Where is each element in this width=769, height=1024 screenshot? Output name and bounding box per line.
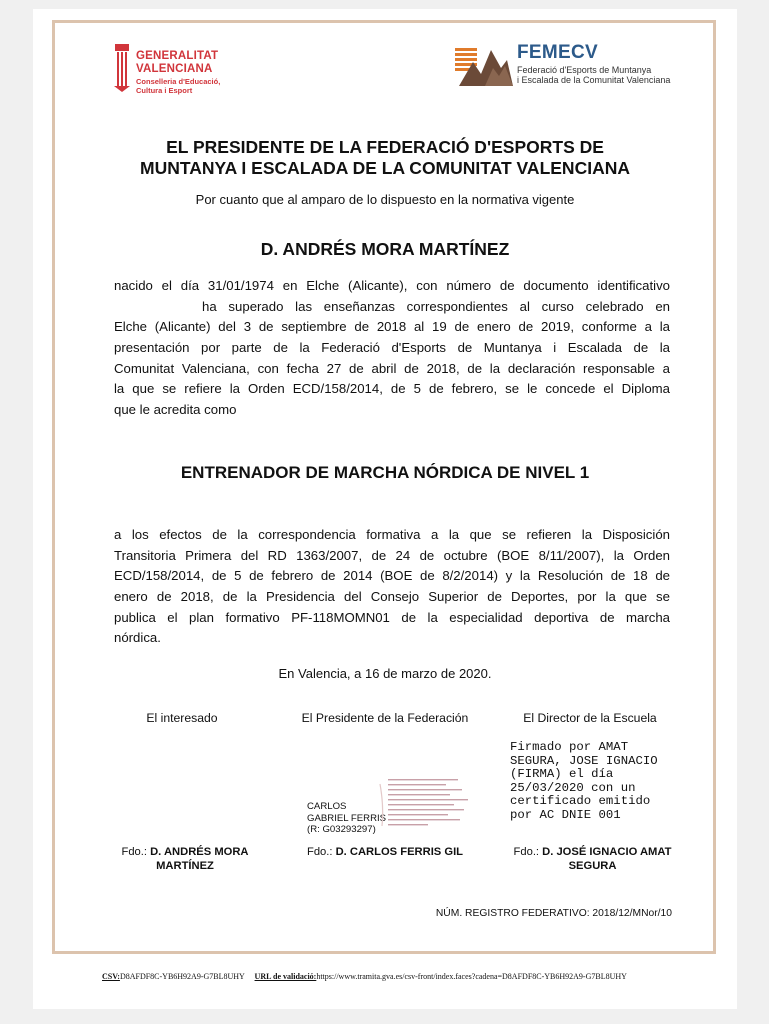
femecv-name: FEMECV — [517, 42, 598, 63]
femecv-logo — [455, 42, 695, 90]
generalitat-department: Conselleria d'Educació, Cultura i Esport — [136, 77, 221, 95]
paragraph-line: nórdica. — [114, 630, 161, 646]
fdo-interested: Fdo.: D. ANDRÉS MORA MARTÍNEZ — [121, 846, 249, 872]
generalitat-name: GENERALITAT VALENCIANA — [136, 50, 219, 75]
signer-label-interested: El interesado — [146, 711, 218, 725]
paragraph-line: ECD/158/2014, de 5 de febrero de 2014 (BOE de 8/2/2014) y la Resolución de 18 de — [114, 568, 670, 584]
signer-label-director: El Director de la Escuela — [523, 711, 657, 725]
paragraph-line: publica el plan formativo PF-118MOMN01 de la especialidad deportiva de marcha — [114, 609, 670, 625]
validation-footer — [102, 972, 627, 981]
paragraph-line: enero de 2018, de la Presidencia del Consejo Superior de Deportes, por la que se — [114, 589, 670, 605]
validation-url-link[interactable]: https://www.tramita.gva.es/csv-front/index.faces?cadena=D8AFDF8C-YB6H92A9-G7BL8UHY — [316, 972, 627, 981]
paragraph-line: Transitoria Primera del RD 1363/2007, de 24 de octubre (BOE 8/11/2007), la Orden — [114, 547, 670, 563]
president-signature-name: CARLOS GABRIEL FERRIS (R: G03293297) — [307, 801, 387, 835]
csv-label: CSV: — [102, 972, 120, 981]
intro-text: Por cuanto que al amparo de lo dispuesto en la normativa vigente — [195, 192, 575, 207]
paragraph-line: Elche (Alicante) del 3 de septiembre de 2018 al 19 de enero de 2019, conforme a la — [114, 319, 670, 335]
signer-label-president: El Presidente de la Federación — [301, 711, 469, 725]
paragraph-line: la que se refiere la Orden ECD/158/2014, de 5 de febrero, se le concede el Diploma — [114, 381, 670, 397]
url-label: URL de validació: — [254, 972, 317, 981]
page-title: EL PRESIDENTE DE LA FEDERACIÓ D'ESPORTS DE MUNTANYA I ESCALADA DE LA COMUNITAT VALENCIANA — [140, 137, 630, 178]
fdo-director: Fdo.: D. JOSÉ IGNACIO AMAT SEGURA — [513, 846, 672, 872]
paragraph-line: presentación por parte de la Federació d'Esports de Muntanya i Escalada de la — [114, 340, 670, 356]
femecv-subtitle: Federació d'Esports de Muntanya i Escalada de la Comunitat Valenciana — [517, 65, 671, 85]
csv-value: D8AFDF8C-YB6H92A9-G7BL8UHY — [119, 972, 245, 981]
generalitat-logo — [110, 42, 240, 102]
generalitat-emblem-icon — [113, 44, 131, 92]
diploma-title: ENTRENADOR DE MARCHA NÓRDICA DE NIVEL 1 — [180, 463, 590, 482]
place-date: En Valencia, a 16 de marzo de 2020. — [278, 666, 492, 681]
legal-paragraph — [114, 525, 670, 649]
paragraph-line: ha superado las enseñanzas correspondientes al curso celebrado en — [202, 298, 670, 314]
director-digital-signature: Firmado por AMAT SEGURA, JOSE IGNACIO (FIRMA) el día 25/03/2020 con un certificado emitido por AC DNIE 001 — [510, 740, 658, 822]
recipient-name: D. ANDRÉS MORA MARTÍNEZ — [260, 239, 510, 259]
paragraph-line: que le acredita como — [114, 402, 237, 418]
fdo-president: Fdo.: D. CARLOS FERRIS GIL — [306, 846, 464, 858]
paragraph-line: Comunitat Valenciana, con fecha 27 de abril de 2018, de la declaración responsable a — [114, 360, 670, 376]
paragraph-line: nacido el día 31/01/1974 en Elche (Alicante), con número de documento identificativo — [114, 278, 670, 293]
certification-paragraph — [114, 276, 670, 421]
signature-stamp-icon — [378, 776, 476, 834]
paragraph-line: a los efectos de la correspondencia formativa a la que se refieren la Disposición — [114, 527, 670, 542]
mountain-logo-icon — [455, 44, 513, 86]
registry-number: NÚM. REGISTRO FEDERATIVO: 2018/12/MNor/10 — [435, 908, 672, 919]
